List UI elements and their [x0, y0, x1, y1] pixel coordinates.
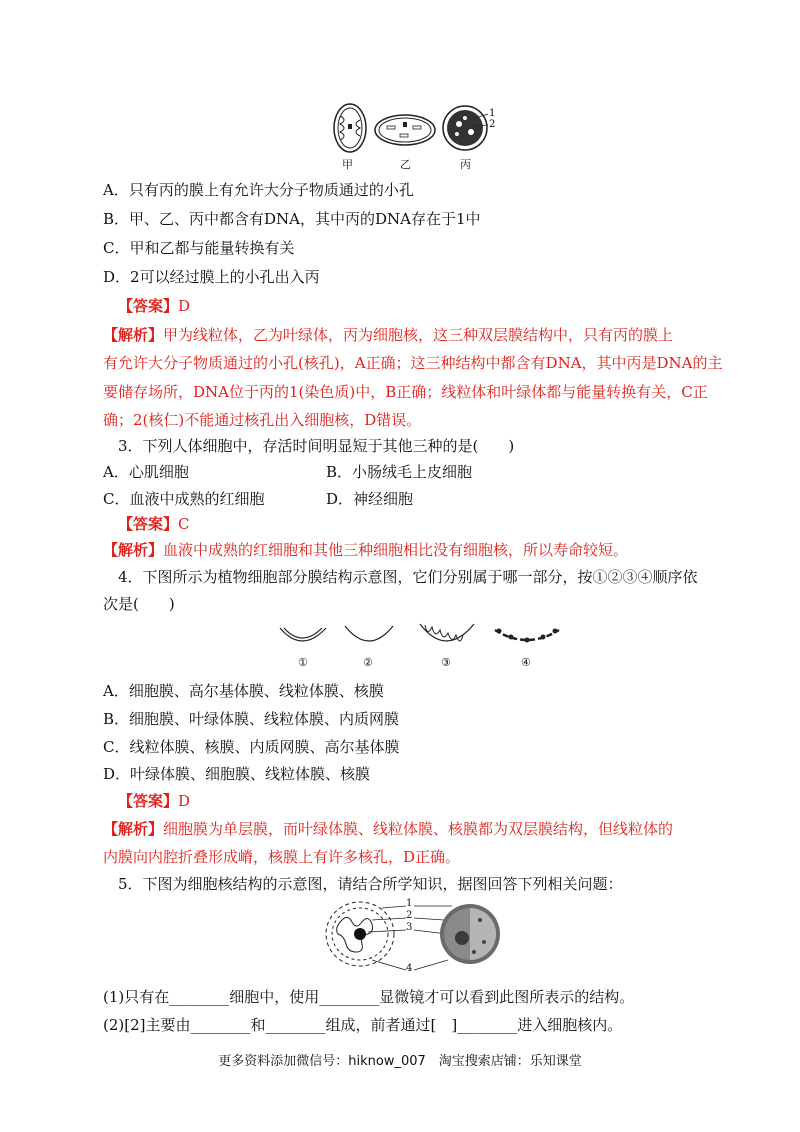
figure-mark-2: 2: [489, 119, 496, 130]
q2-analysis-line-1: 【解析】甲为线粒体，乙为叶绿体，丙为细胞核，这三种双层膜结构中，只有丙的膜上: [103, 326, 674, 344]
figure-label-jia: 甲: [342, 158, 353, 171]
nucleus-mark-2: 2: [406, 910, 413, 921]
q4-option-a: A．细胞膜、高尔基体膜、线粒体膜、核膜: [103, 682, 384, 700]
q3-answer: 【答案】C: [118, 515, 190, 533]
figure-label-bing: 丙: [460, 158, 471, 171]
q2-option-a: A．只有丙的膜上有允许大分子物质通过的小孔: [103, 181, 414, 199]
q3-option-c: C．血液中成熟的红细胞: [103, 490, 265, 508]
q4-analysis-line-2: 内膜向内腔折叠形成嵴，核膜上有许多核孔，D正确。: [103, 848, 461, 866]
membrane-figure: [275, 620, 565, 670]
nucleus-mark-3: 3: [406, 922, 413, 933]
q3-stem: 3．下列人体细胞中，存活时间明显短于其他三种的是( ): [118, 437, 515, 455]
q3-option-b: B．小肠绒毛上皮细胞: [326, 463, 473, 481]
q2-answer: [118, 296, 190, 316]
q3-option-a: A．心肌细胞: [103, 463, 189, 481]
membrane-label-2: ②: [363, 656, 373, 669]
nucleus-mark-4: 4: [406, 963, 413, 974]
q5-sub-2: (2)[2]主要由________和________组成，前者通过[ ]________进入细胞核内。: [103, 1016, 623, 1034]
membrane-label-4: ④: [521, 656, 531, 669]
q5-sub-1: (1)只有在________细胞中，使用________显微镜才可以看到此图所表示的结构。: [103, 988, 635, 1006]
q3-analysis: 【解析】血液中成熟的红细胞和其他三种细胞相比没有细胞核，所以寿命较短。: [103, 541, 629, 559]
page-footer: 更多资料添加微信号：hiknow_007 淘宝搜索店铺：乐知课堂: [218, 1054, 582, 1069]
q4-option-d: D．叶绿体膜、细胞膜、线粒体膜、核膜: [103, 765, 371, 783]
q2-analysis-line-2: 有允许大分子物质通过的小孔(核孔)，A正确；这三种结构中都含有DNA，其中丙是DNA的主: [103, 354, 723, 372]
q2-option-d: D．2可以经过膜上的小孔出入丙: [103, 268, 320, 286]
answer-value: D: [178, 297, 191, 315]
nucleus-figure: [322, 898, 502, 978]
q4-stem-line-1: 4．下图所示为植物细胞部分膜结构示意图，它们分别属于哪一部分，按①②③④顺序依: [118, 568, 698, 586]
q4-answer: 【答案】D: [118, 792, 191, 810]
analysis-tag: 【解析】: [103, 326, 164, 344]
q2-analysis-line-3: 要储存场所，DNA位于丙的1(染色质)中，B正确；线粒体和叶绿体都与能量转换有关，C正: [103, 383, 708, 401]
answer-tag: 【答案】: [118, 297, 179, 315]
q2-analysis-line-4: 确；2(核仁)不能通过核孔出入细胞核，D错误。: [103, 411, 422, 429]
q4-analysis-line-1: 【解析】细胞膜为单层膜，而叶绿体膜、线粒体膜、核膜都为双层膜结构，但线粒体的: [103, 820, 674, 838]
q5-stem: 5．下图为细胞核结构的示意图，请结合所学知识，据图回答下列相关问题：: [118, 875, 623, 893]
q2-option-b: B．甲、乙、丙中都含有DNA，其中丙的DNA存在于1中: [103, 210, 481, 228]
figure-label-yi: 乙: [400, 158, 411, 171]
q4-stem-line-2: 次是( ): [103, 595, 175, 613]
q4-option-b: B．细胞膜、叶绿体膜、线粒体膜、内质网膜: [103, 710, 400, 728]
membrane-label-3: ③: [441, 656, 451, 669]
q4-option-c: C．线粒体膜、核膜、内质网膜、高尔基体膜: [103, 738, 400, 756]
figure-mark-1: 1: [489, 108, 496, 119]
membrane-label-1: ①: [298, 656, 308, 669]
nucleus-mark-1: 1: [406, 898, 413, 909]
q2-option-c: C．甲和乙都与能量转换有关: [103, 239, 295, 257]
q3-option-d: D．神经细胞: [326, 490, 414, 508]
